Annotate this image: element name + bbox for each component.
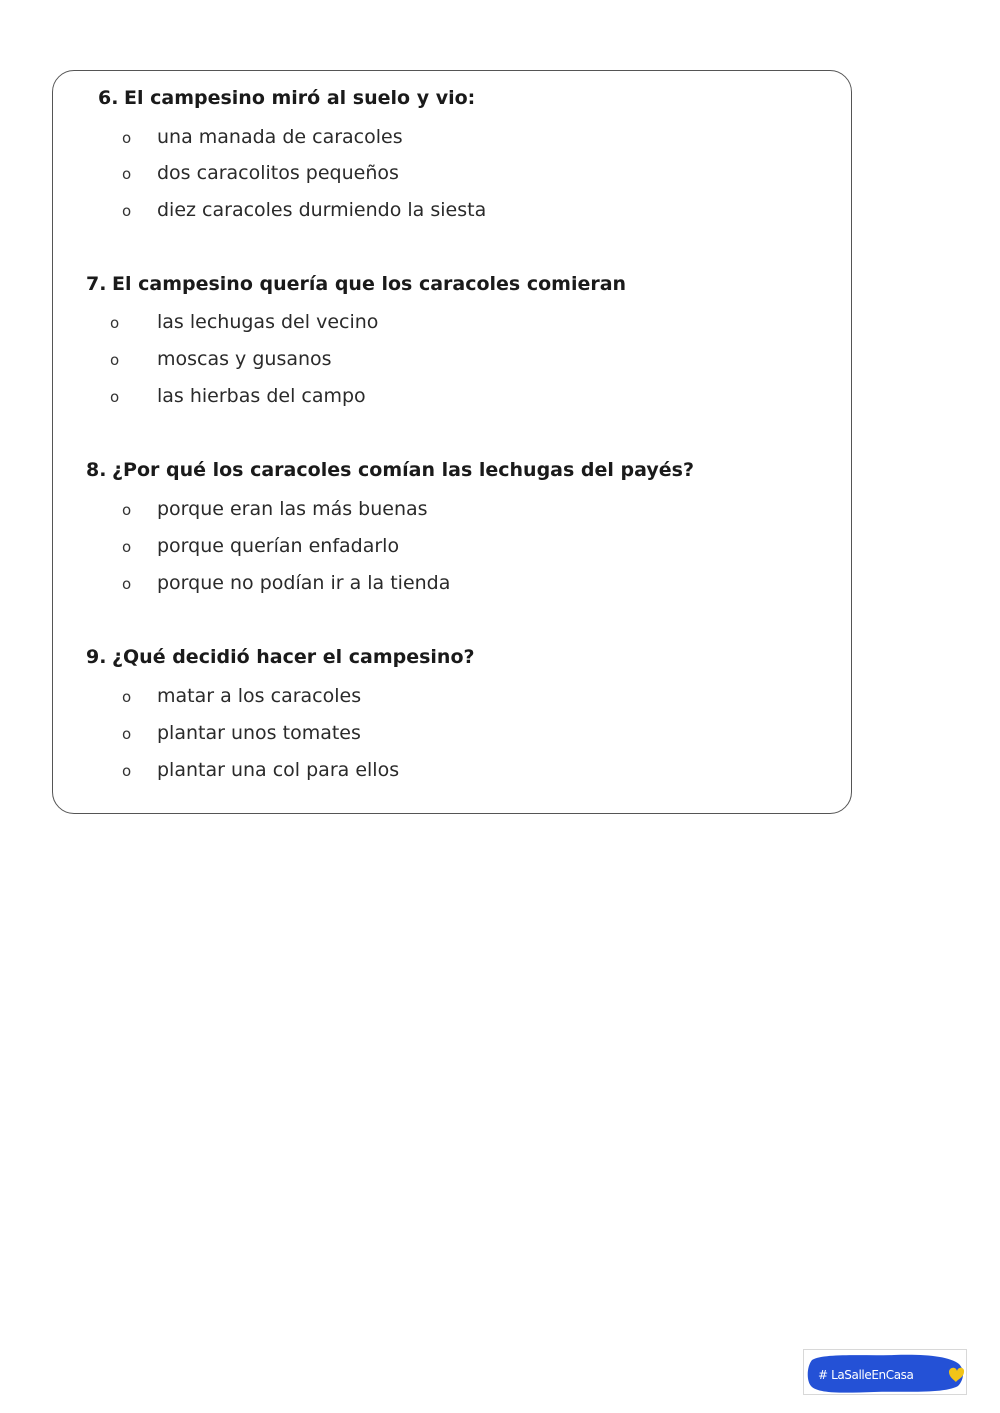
bullet-marker: o (110, 351, 120, 369)
question-number: 6. (98, 87, 119, 109)
bullet-marker: o (122, 762, 132, 780)
bullet-marker: o (122, 688, 132, 706)
question-text: El campesino miró al suelo y vio: (124, 87, 476, 109)
lasalleencasa-logo (803, 1349, 967, 1395)
bullet-marker: o (122, 501, 132, 519)
bullet-marker: o (110, 314, 120, 332)
logo-text: # LaSalleEnCasa (818, 1368, 914, 1382)
bullet-marker: o (122, 725, 132, 743)
option-text: una manada de caracoles (157, 126, 403, 148)
question-text: ¿Por qué los caracoles comían las lechugas del payés? (112, 459, 694, 481)
bullet-marker: o (110, 388, 120, 406)
question-number: 7. (86, 273, 107, 295)
option-text: porque eran las más buenas (157, 498, 428, 520)
question-9 (86, 646, 475, 668)
question-6 (98, 87, 475, 109)
question-8 (86, 459, 694, 481)
question-text: El campesino quería que los caracoles comieran (112, 273, 627, 295)
question-number: 9. (86, 646, 107, 668)
option-text: las lechugas del vecino (157, 311, 379, 333)
option-text: las hierbas del campo (157, 385, 366, 407)
bullet-marker: o (122, 202, 132, 220)
option-text: porque no podían ir a la tienda (157, 572, 451, 594)
logo-graphic (804, 1350, 968, 1396)
bullet-marker: o (122, 165, 132, 183)
option-text: moscas y gusanos (157, 348, 332, 370)
question-number: 8. (86, 459, 107, 481)
option-text: plantar unos tomates (157, 722, 361, 744)
option-text: matar a los caracoles (157, 685, 362, 707)
option-text: diez caracoles durmiendo la siesta (157, 199, 487, 221)
bullet-marker: o (122, 129, 132, 147)
option-text: plantar una col para ellos (157, 759, 400, 781)
option-text: porque querían enfadarlo (157, 535, 400, 557)
question-text: ¿Qué decidió hacer el campesino? (112, 646, 475, 668)
bullet-marker: o (122, 575, 132, 593)
bullet-marker: o (122, 538, 132, 556)
option-text: dos caracolitos pequeños (157, 162, 399, 184)
question-7 (86, 273, 626, 295)
